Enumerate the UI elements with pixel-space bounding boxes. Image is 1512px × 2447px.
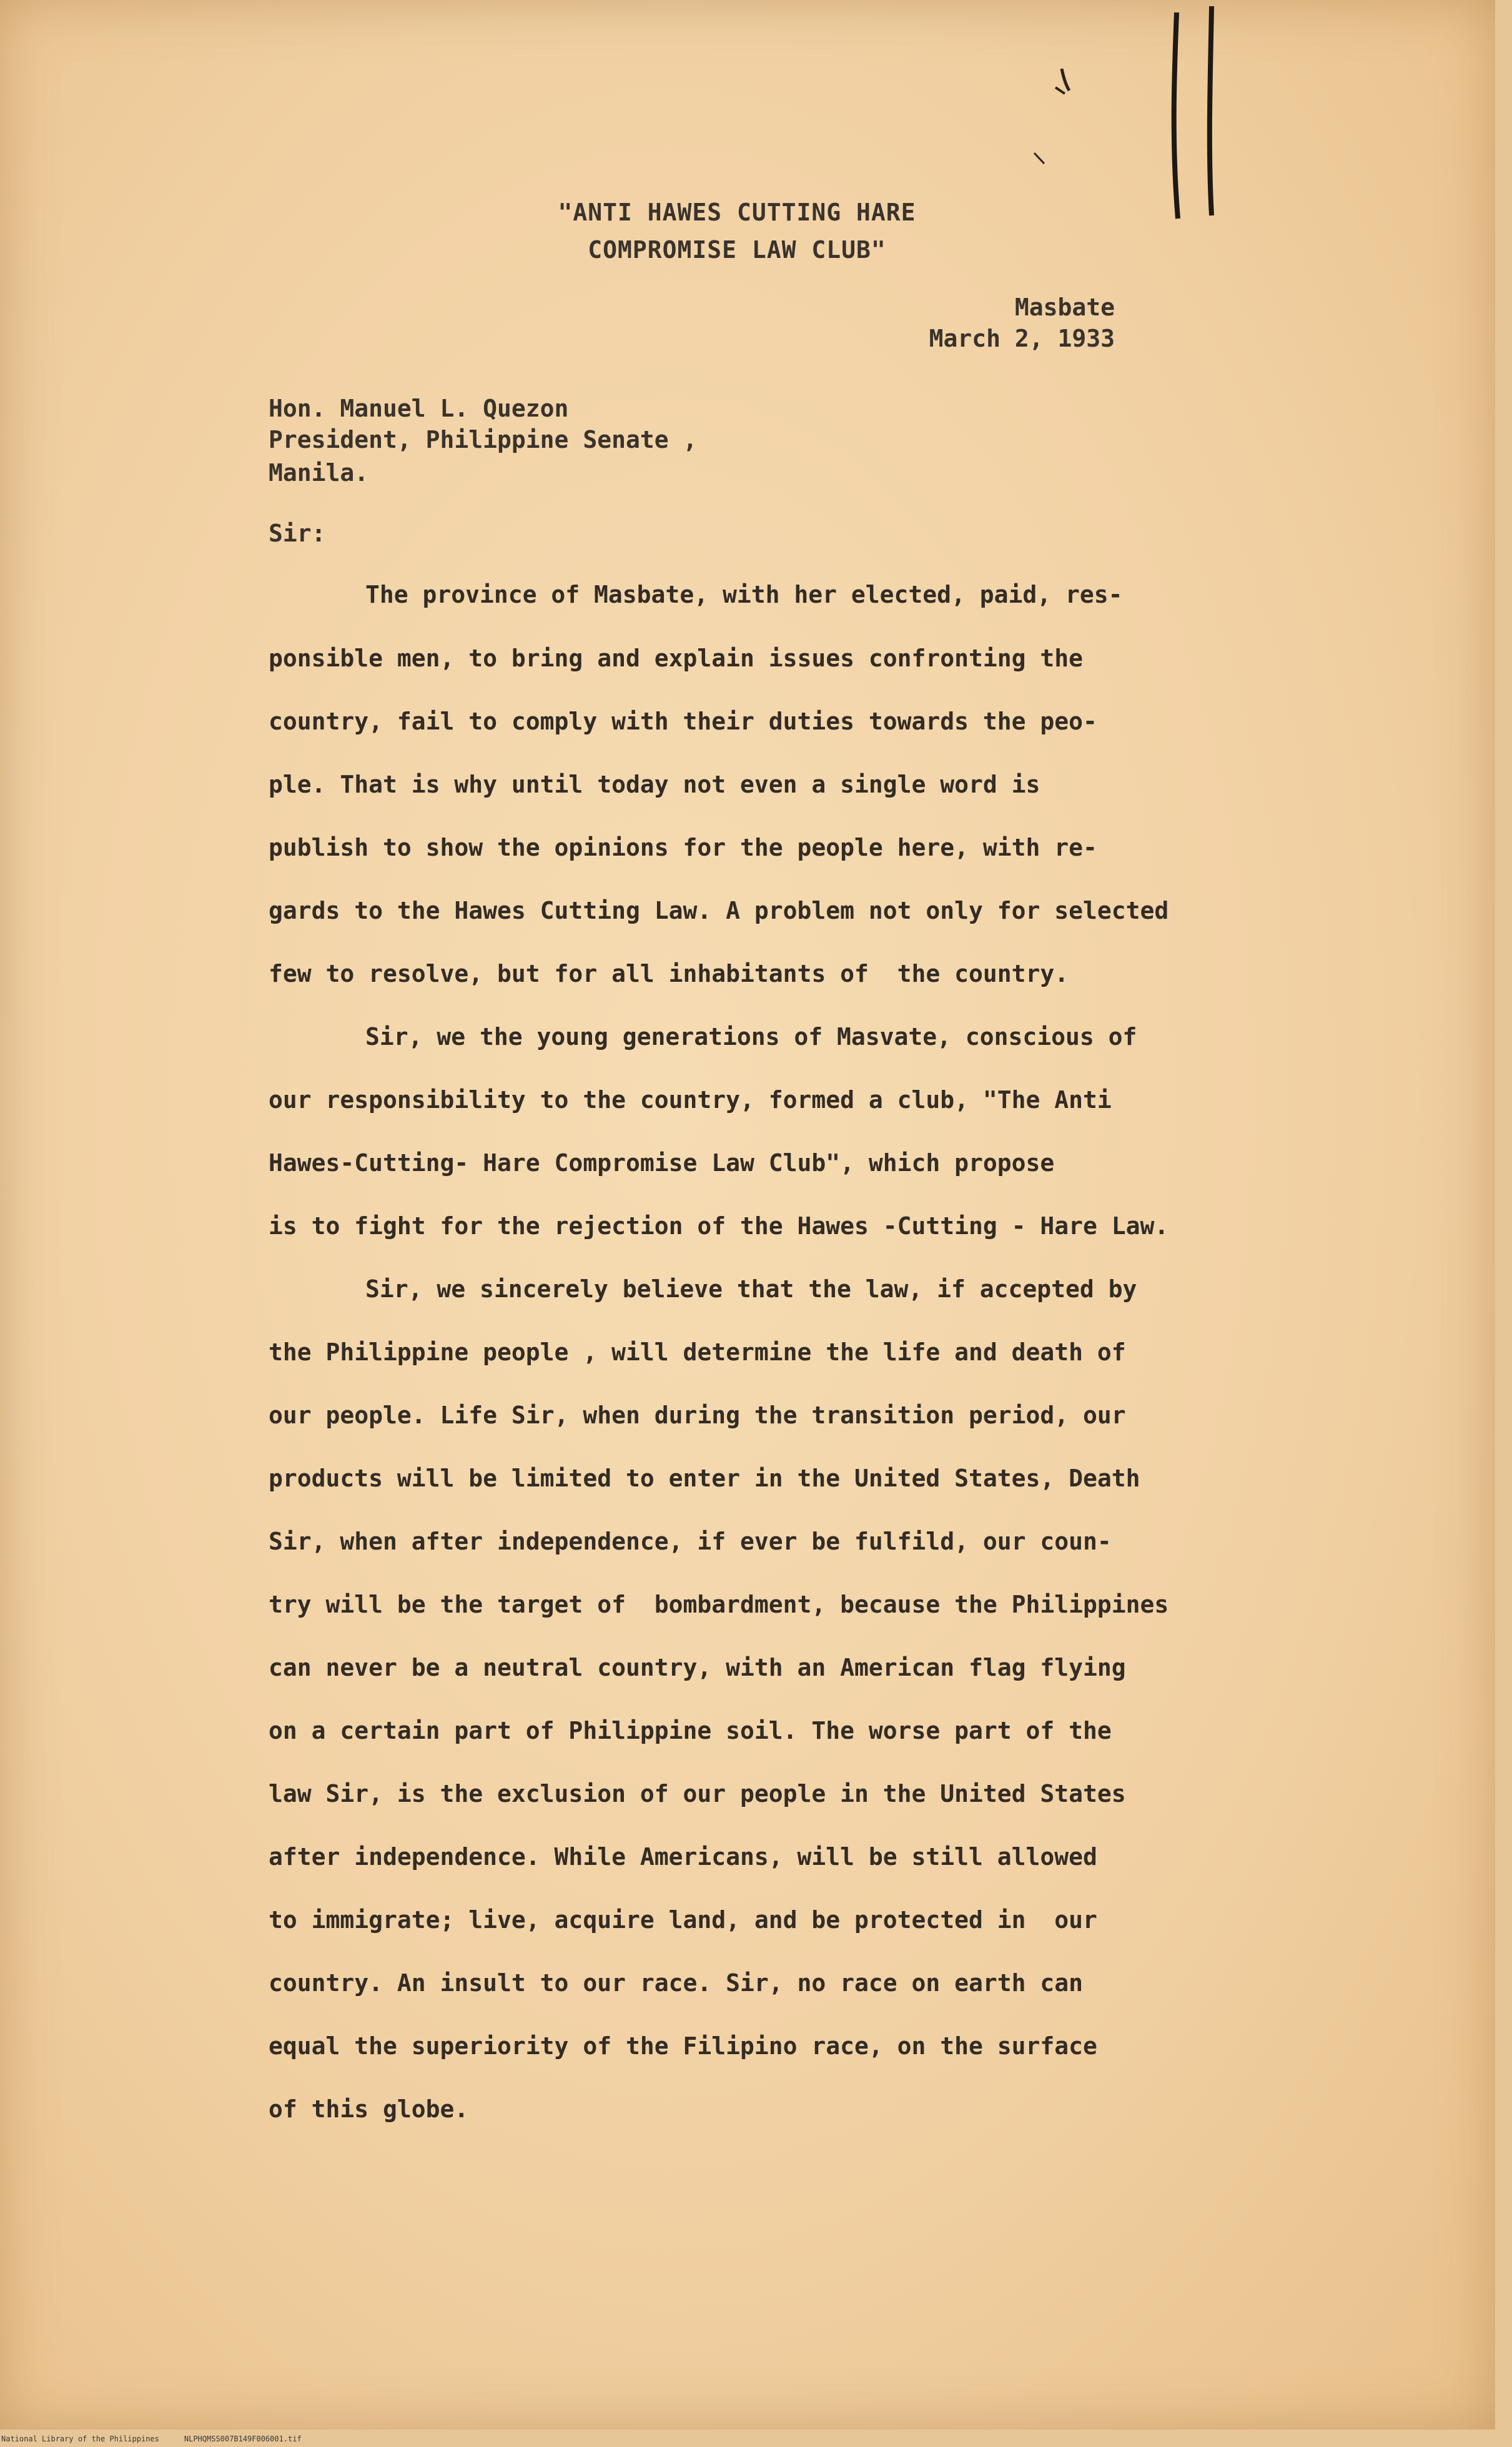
letter-place: Masbate [1014, 294, 1115, 321]
addressee-name: Hon. Manuel L. Quezon [269, 395, 569, 422]
body-line: our responsibility to the country, formed a club, "The Anti [269, 1086, 1112, 1114]
body-line: is to fight for the rejection of the Hawes -Cutting - Hare Law. [269, 1212, 1169, 1240]
club-heading-line-2: COMPROMISE LAW CLUB" [588, 236, 886, 264]
body-line: ponsible men, to bring and explain issues confronting the [269, 645, 1084, 672]
body-line: after independence. While Americans, will be still allowed [269, 1843, 1097, 1871]
body-line: The province of Masbate, with her elected, paid, res- [365, 581, 1123, 608]
body-line: country, fail to comply with their duties towards the peo- [269, 708, 1097, 735]
body-line: ple. That is why until today not even a single word is [269, 771, 1040, 798]
club-heading-line-1: "ANTI HAWES CUTTING HARE [558, 199, 916, 226]
body-line: our people. Life Sir, when during the transition period, our [269, 1401, 1126, 1429]
body-line: Sir, we sincerely believe that the law, if accepted by [365, 1275, 1137, 1303]
body-line: Sir, we the young generations of Masvate, conscious of [365, 1023, 1137, 1050]
body-line: of this globe. [269, 2095, 469, 2123]
scan-footer [1, 2435, 327, 2443]
footer-file-name: NLPHQMSS007B149F006001.tif [184, 2435, 302, 2443]
footer-institution: National Library of the Philippines [1, 2435, 159, 2443]
body-line: Sir, when after independence, if ever be fulfild, our coun- [269, 1528, 1112, 1555]
body-line: the Philippine people , will determine the life and death of [269, 1338, 1126, 1366]
body-line: on a certain part of Philippine soil. The worse part of the [269, 1717, 1112, 1744]
body-line: law Sir, is the exclusion of our people in the United States [269, 1780, 1126, 1807]
letter-date: March 2, 1933 [929, 325, 1115, 352]
body-line: Hawes-Cutting- Hare Compromise Law Club", which propose [269, 1149, 1055, 1177]
body-line: country. An insult to our race. Sir, no race on earth can [269, 1969, 1084, 1997]
body-line: to immigrate; live, acquire land, and be protected in our [269, 1906, 1097, 1934]
addressee-city: Manila. [269, 459, 369, 487]
body-line: try will be the target of bombardment, because the Philippines [269, 1591, 1169, 1618]
salutation: Sir: [269, 520, 326, 547]
body-line: few to resolve, but for all inhabitants of the country. [269, 960, 1069, 987]
addressee-title: President, Philippine Senate , [269, 426, 698, 453]
body-line: products will be limited to enter in the United States, Death [269, 1465, 1140, 1492]
body-line: gards to the Hawes Cutting Law. A problem not only for selected [269, 897, 1169, 924]
body-line: can never be a neutral country, with an American flag flying [269, 1654, 1126, 1681]
body-line: publish to show the opinions for the people here, with re- [269, 834, 1097, 861]
body-line: equal the superiority of the Filipino race, on the surface [269, 2032, 1097, 2060]
